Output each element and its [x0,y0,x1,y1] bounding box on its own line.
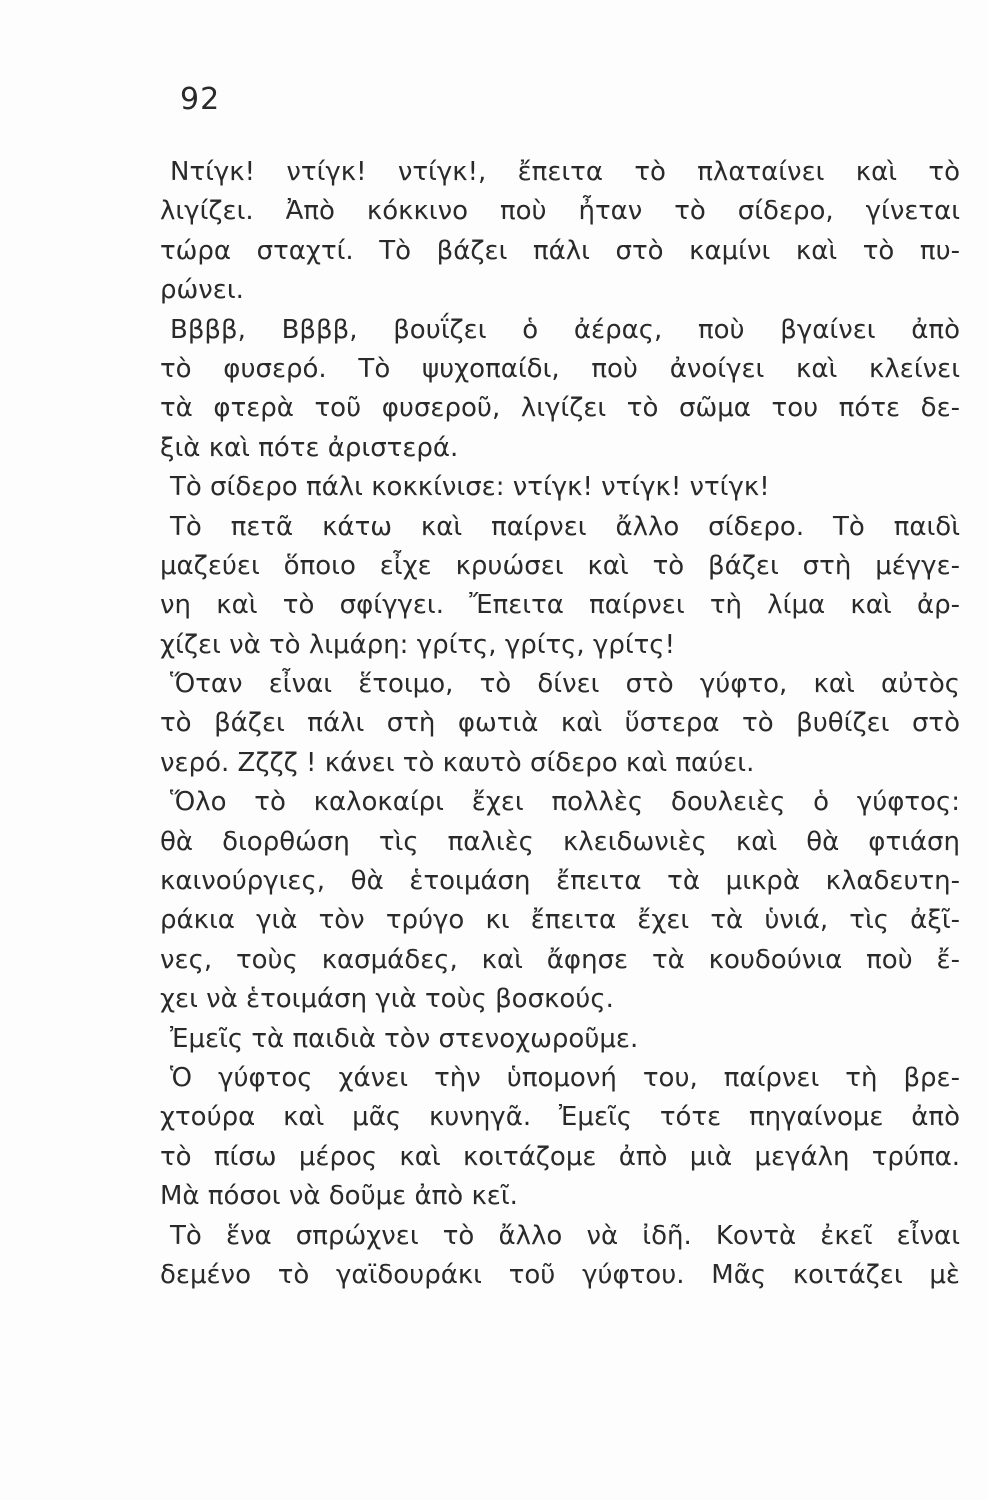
text-line: Τὸ ἕνα σπρώχνει τὸ ἄλλο νὰ ἰδῆ. Κοντὰ ἐκεῖ εἶναι [170,1220,960,1251]
text-line: Ὁ γύφτος χάνει τὴν ὑπομονή του, παίρνει τὴ βρε- [170,1062,960,1093]
text-line: ράκια γιὰ τὸν τρύγο κι ἔπειτα ἔχει τὰ ὑνιά, τὶς ἀξῖ- [160,905,960,936]
text-line: ξιὰ καὶ πότε ἀριστερά. [160,432,459,463]
text-line: νη καὶ τὸ σφίγγει. Ἔπειτα παίρνει τὴ λίμα καὶ ἀρ- [160,590,960,621]
text-line: Τὸ σίδερο πάλι κοκκίνισε: ντίγκ! ντίγκ! ντίγκ! [170,472,770,503]
text-line: Ὅλο τὸ καλοκαίρι ἔχει πολλὲς δουλειὲς ὁ γύφτος: [170,787,960,818]
text-line: καινούργιες, θὰ ἑτοιμάση ἔπειτα τὰ μικρὰ κλαδευτη- [160,866,960,897]
text-line: Τὸ πετᾶ κάτω καὶ παίρνει ἄλλο σίδερο. Τὸ παιδὶ [170,511,960,542]
text-line: θὰ διορθώση τὶς παλιὲς κλειδωνιὲς καὶ θὰ φτιάση [160,826,960,857]
text-line: χει νὰ ἑτοιμάση γιὰ τοὺς βοσκούς. [160,984,614,1015]
text-line: δεμένο τὸ γαϊδουράκι τοῦ γύφτου. Μᾶς κοιτάζει μὲ [160,1259,960,1290]
text-line: μαζεύει ὅποιο εἶχε κρυώσει καὶ τὸ βάζει στὴ μέγγε- [160,550,960,581]
text-line: χίζει νὰ τὸ λιμάρη: γρίτς, γρίτς, γρίτς! [160,629,675,660]
text-line: τὸ φυσερό. Τὸ ψυχοπαίδι, ποὺ ἀνοίγει καὶ κλείνει [160,353,960,384]
text-line: χτούρα καὶ μᾶς κυνηγᾶ. Ἐμεῖς τότε πηγαίνομε ἀπὸ [160,1102,960,1133]
text-line: Ὅταν εἶναι ἕτοιμο, τὸ δίνει στὸ γύφτο, καὶ αὐτὸς [170,669,960,700]
text-line: νες, τοὺς κασμάδες, καὶ ἄφησε τὰ κουδούνια ποὺ ἔ- [160,944,960,975]
text-line: Μὰ πόσοι νὰ δοῦμε ἀπὸ κεῖ. [160,1181,518,1212]
text-line: τὸ βάζει πάλι στὴ φωτιὰ καὶ ὕστερα τὸ βυθίζει στὸ [160,708,960,739]
text-line: λιγίζει. Ἀπὸ κόκκινο ποὺ ἦταν τὸ σίδερο, γίνεται [160,196,960,227]
text-line: Ββββ, Ββββ, βουΐζει ὁ ἀέρας, ποὺ βγαίνει ἀπὸ [170,314,960,345]
page-number: 92 [180,82,221,117]
text-line: τὰ φτερὰ τοῦ φυσεροῦ, λιγίζει τὸ σῶμα του πότε δε- [160,393,960,424]
text-line: Ἐμεῖς τὰ παιδιὰ τὸν στενοχωροῦμε. [170,1023,639,1054]
text-line: ρώνει. [160,275,244,306]
text-line: τὸ πίσω μέρος καὶ κοιτάζομε ἀπὸ μιὰ μεγάλη τρύπα. [160,1141,960,1172]
text-line: Ντίγκ! ντίγκ! ντίγκ!, ἔπειτα τὸ πλαταίνει καὶ τὸ [170,157,960,187]
text-line: τώρα σταχτί. Τὸ βάζει πάλι στὸ καμίνι καὶ τὸ πυ- [160,235,960,266]
body-text [160,153,960,1295]
text-line: νερό. Ζζζζ ! κάνει τὸ καυτὸ σίδερο καὶ παύει. [160,747,755,778]
